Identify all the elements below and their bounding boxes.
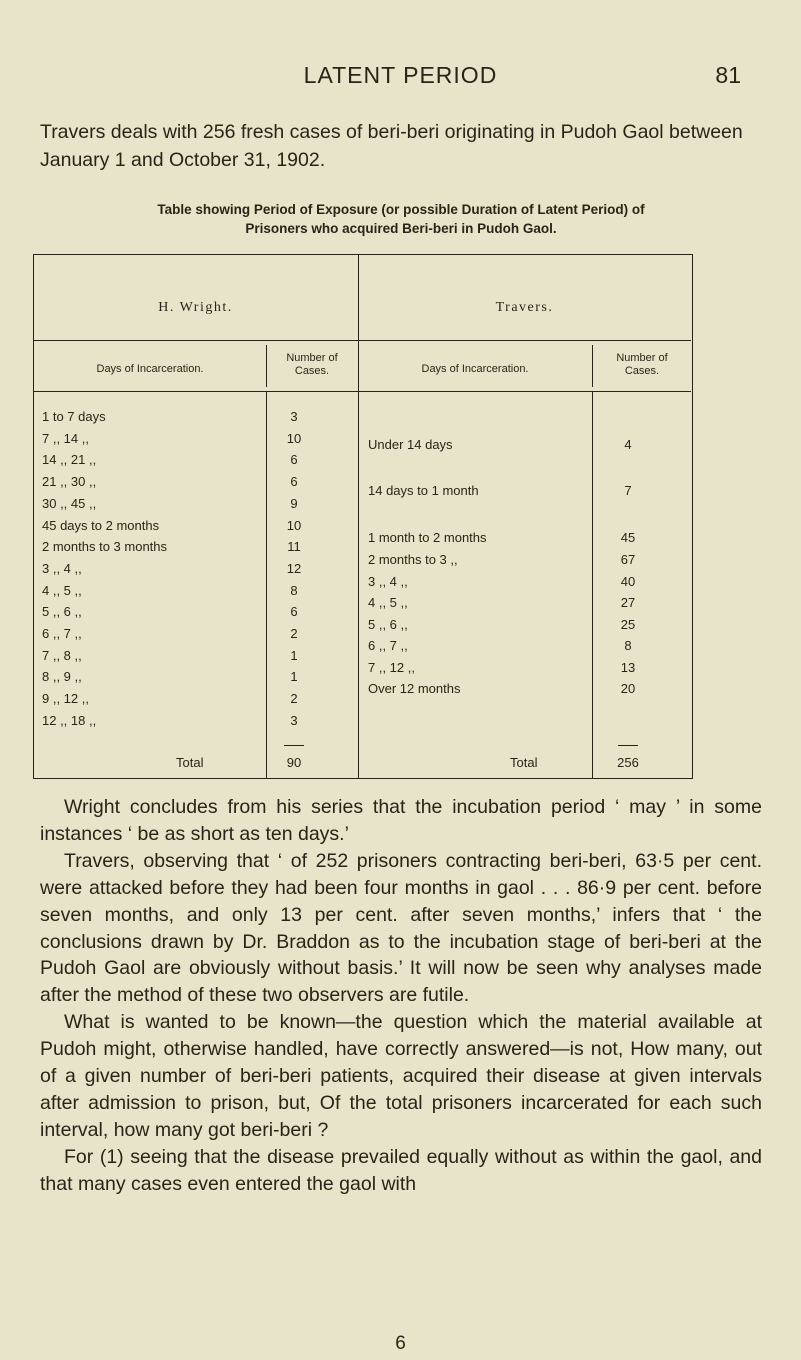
page-number: 81	[715, 62, 741, 88]
wright-days-header: Days of Incarceration.	[96, 363, 204, 375]
caption-line-2: Prisoners who acquired Beri-beri in Pudoh Gaol.	[245, 221, 557, 236]
travers-row-days: 1 month to 2 months	[368, 530, 487, 545]
travers-row-days: 6 ,, 7 ,,	[368, 638, 408, 653]
paragraph-3: What is wanted to be known—the question which the material available at Pudoh might, otherwise handled, have correctly answered—is not, How many, out of a given number of beri-beri patients, acquired their disease at given intervals after admission to prison, but, Of the total prisoners incarcerated for each such interval, how many got beri-beri ?	[40, 1011, 762, 1141]
travers-row-days: 3 ,, 4 ,,	[368, 574, 408, 589]
wright-row-cases: 1	[290, 669, 298, 685]
wright-row-days: 14 ,, 21 ,,	[42, 452, 97, 468]
wright-row-days: 8 ,, 9 ,,	[42, 669, 82, 685]
travers-row-cases: 7	[624, 483, 632, 498]
wright-row-cases: 3	[290, 712, 298, 728]
wright-row-days: 30 ,, 45 ,,	[42, 495, 97, 511]
wright-row-days: 6 ,, 7 ,,	[42, 626, 82, 641]
table-divider-groups	[33, 340, 691, 341]
wright-row-cases: 9	[290, 495, 298, 511]
travers-cases-header: Number of Cases.	[616, 352, 668, 377]
travers-row-days: 7 ,, 12 ,,	[368, 660, 415, 675]
travers-row-cases: 45	[620, 530, 636, 545]
wright-row-days: 2 months to 3 months	[42, 539, 168, 555]
wright-row-cases: 2	[290, 691, 298, 707]
wright-row-cases: 1	[290, 647, 298, 663]
wright-row-days: 45 days to 2 months	[42, 517, 160, 533]
travers-row-cases: 13	[620, 660, 636, 675]
wright-row-days: 7 ,, 14 ,,	[42, 430, 89, 446]
wright-row-cases: 6	[290, 474, 298, 490]
wright-row-cases: 6	[290, 452, 298, 468]
travers-header-divider	[592, 345, 593, 387]
signature-mark: 6	[395, 1333, 406, 1354]
travers-row-cases: 20	[620, 681, 636, 696]
travers-row-cases: 40	[620, 574, 636, 589]
wright-row-days: 3 ,, 4 ,,	[42, 560, 82, 576]
wright-row-cases: 3	[290, 409, 298, 424]
paragraph-4: For (1) seeing that the disease prevailed equally without as within the gaol, and that many cases even entered the gaol with	[40, 1145, 762, 1195]
table-caption	[40, 200, 762, 238]
travers-total-rule	[618, 745, 638, 746]
wright-row-days: 5 ,, 6 ,,	[42, 604, 82, 620]
travers-days-header: Days of Incarceration.	[421, 363, 529, 375]
wright-total-rule	[284, 745, 304, 746]
travers-row-cases: 25	[620, 617, 636, 632]
wright-cases-header: Number of Cases.	[286, 352, 338, 377]
travers-col-divider	[592, 391, 593, 778]
wright-row-days: 12 ,, 18 ,,	[42, 712, 97, 728]
travers-row-cases: 67	[620, 552, 636, 567]
body-text	[40, 794, 762, 1198]
travers-row-cases: 4	[624, 437, 632, 452]
wright-row-cases: 10	[286, 517, 302, 533]
wright-row-days: 9 ,, 12 ,,	[42, 691, 89, 707]
wright-row-days: 4 ,, 5 ,,	[42, 582, 82, 598]
wright-row-cases: 2	[290, 626, 298, 641]
paragraph-1: Wright concludes from his series that the incubation period ‘ may ’ in some instances ‘ be as short as ten days.’	[40, 796, 762, 845]
wright-row-cases: 11	[287, 539, 301, 555]
travers-row-days: 4 ,, 5 ,,	[368, 595, 408, 610]
travers-row-days: 14 days to 1 month	[368, 483, 479, 498]
wright-total-value: 90	[286, 755, 302, 770]
travers-row-days: 2 months to 3 ,,	[368, 552, 458, 567]
wright-total-label: Total	[176, 755, 204, 770]
intro-paragraph: Travers deals with 256 fresh cases of beri-beri originating in Pudoh Gaol between January 1 and October 31, 1902.	[40, 121, 743, 171]
wright-header-divider	[266, 345, 267, 387]
wright-row-cases: 10	[286, 430, 302, 446]
travers-row-days: Under 14 days	[368, 437, 453, 452]
travers-total-label: Total	[510, 755, 538, 770]
wright-row-days: 7 ,, 8 ,,	[42, 647, 82, 663]
travers-total-value: 256	[617, 755, 639, 770]
paragraph-2: Travers, observing that ‘ of 252 prisoners contracting beri-beri, 63·5 per cent. were attacked before they had been four months in gaol . . . 86·9 per cent. before seven months, and only 13 per cent. after seven months,’ infers that ‘ the conclusions drawn by Dr. Braddon as to the incubation stage of beri-beri at the Pudoh Gaol are obviously without basis.’ It will now be seen why analyses made after the method of these two observers are futile.	[40, 849, 762, 1007]
table-divider-main	[358, 254, 359, 778]
wright-row-cases: 6	[290, 604, 298, 620]
travers-row-cases: 8	[624, 638, 632, 653]
wright-row-cases: 8	[290, 582, 298, 598]
travers-row-days: 5 ,, 6 ,,	[368, 617, 408, 632]
travers-group-header: Travers.	[495, 300, 554, 315]
wright-row-cases: 12	[286, 560, 302, 576]
chapter-title: LATENT PERIOD	[303, 62, 498, 88]
caption-line-1: Table showing Period of Exposure (or possible Duration of Latent Period) of	[157, 202, 645, 217]
running-head	[0, 62, 801, 98]
travers-row-days: Over 12 months	[368, 681, 461, 696]
wright-row-days: 1 to 7 days	[42, 409, 106, 424]
wright-row-days: 21 ,, 30 ,,	[42, 474, 97, 490]
travers-row-cases: 27	[620, 595, 636, 610]
wright-group-header: H. Wright.	[158, 300, 233, 315]
